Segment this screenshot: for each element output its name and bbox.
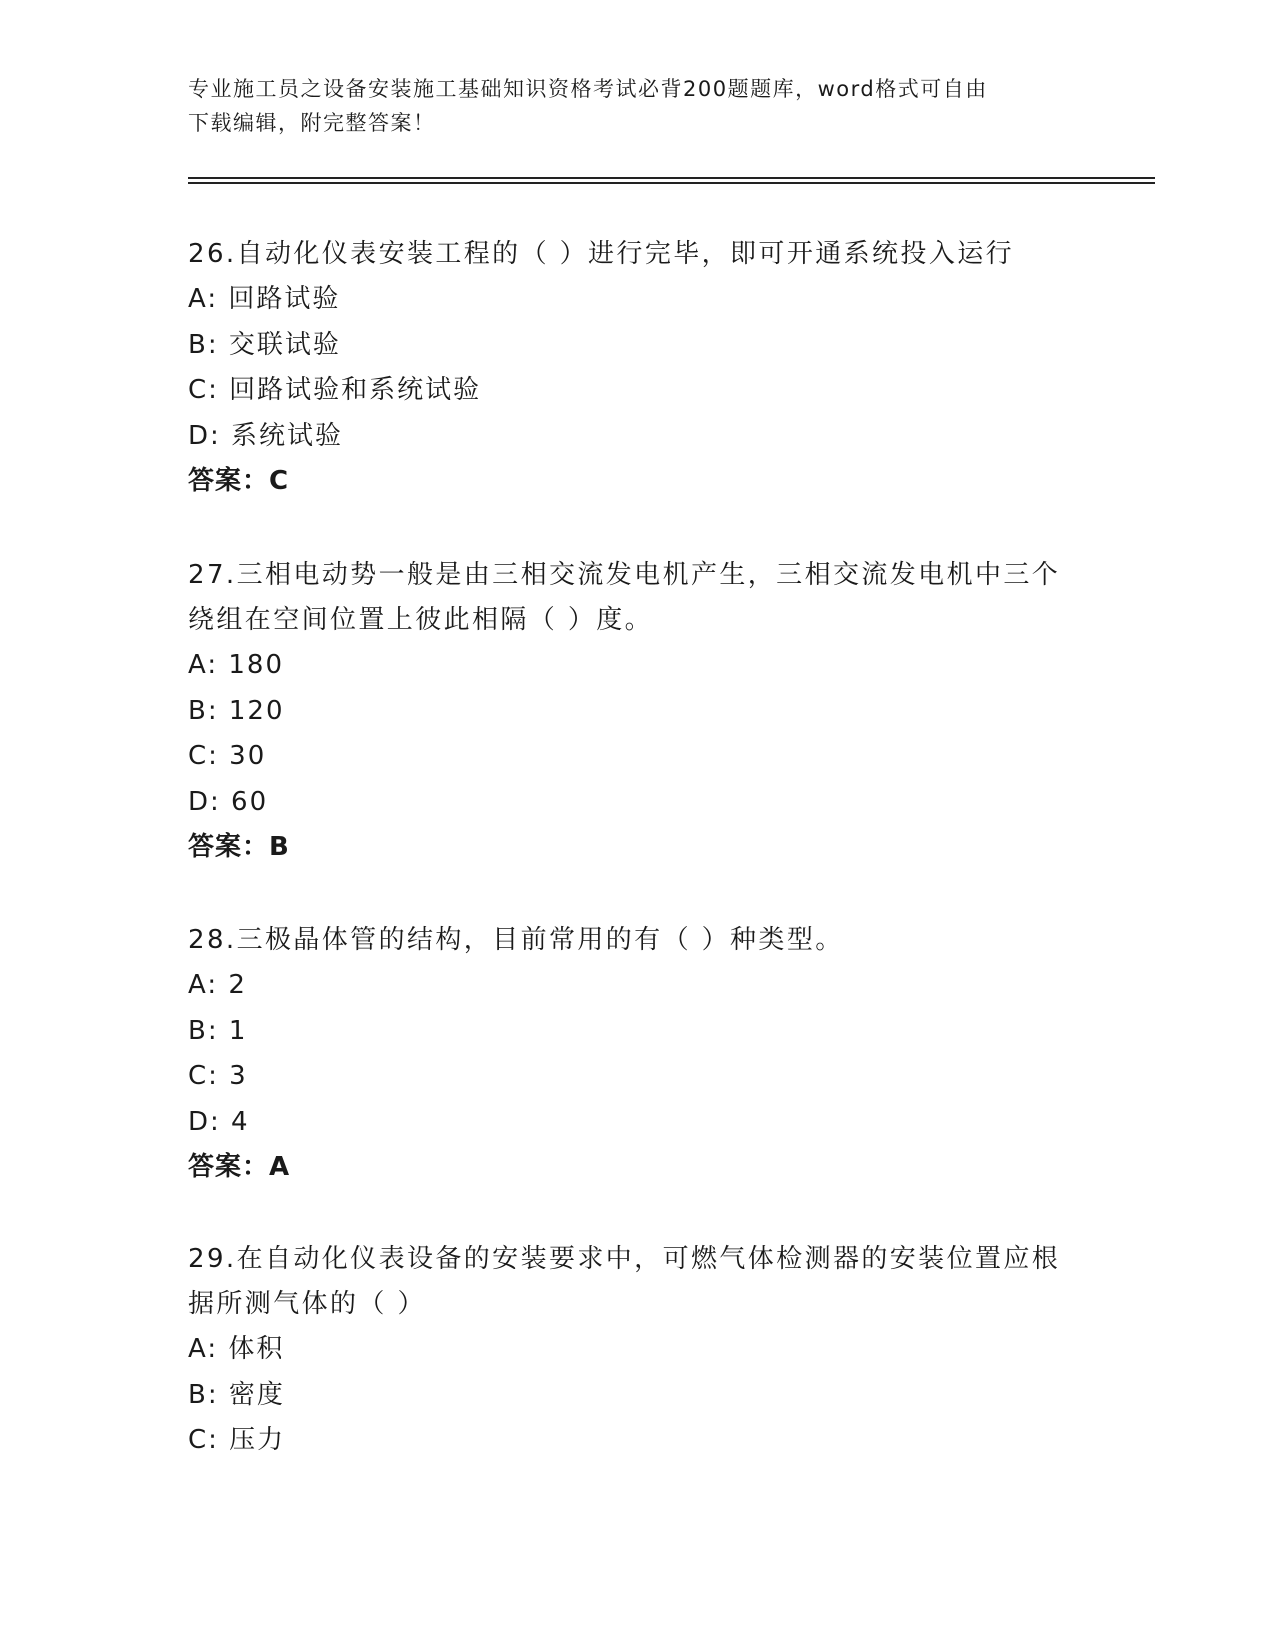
option-c: C: 回路试验和系统试验: [188, 375, 482, 405]
option-a: A: 180: [188, 650, 284, 680]
question-number: 29.: [188, 1244, 237, 1274]
option-b: B: 1: [188, 1015, 248, 1046]
question-number: 26.: [188, 239, 237, 269]
option-a: A: 回路试验: [188, 284, 341, 314]
option-d: D: 60: [188, 786, 269, 817]
question-stem: 三极晶体管的结构，目前常用的有（ ）种类型。: [236, 925, 844, 955]
question-text: [188, 1237, 1088, 1282]
option-a: A: 体积: [188, 1334, 285, 1364]
answer-line: 答案：B: [188, 832, 290, 862]
question-stem-line-1: 三相电动势一般是由三相交流发电机产生，三相交流发电机中三个: [236, 560, 1061, 590]
question-text: [188, 553, 1088, 598]
option-b: B: 密度: [188, 1379, 285, 1410]
question-text: [188, 232, 1088, 277]
header-title-line-2: 下载编辑，附完整答案！: [188, 111, 436, 135]
header-divider-bottom: [188, 182, 1155, 184]
question-text: [188, 918, 1088, 963]
header-divider-top: [188, 177, 1155, 179]
question-28: [188, 918, 1088, 1190]
question-27: [188, 553, 1088, 870]
document-header: [188, 72, 1088, 140]
option-d: D: 4: [188, 1106, 250, 1137]
question-number: 28.: [188, 925, 237, 955]
answer-line: 答案：C: [188, 466, 290, 496]
question-29: [188, 1237, 1088, 1464]
question-stem-line-2: 绕组在空间位置上彼此相隔（ ）度。: [188, 605, 654, 635]
question-number: 27.: [188, 560, 237, 590]
option-a: A: 2: [188, 970, 247, 1000]
option-c: C: 30: [188, 741, 267, 771]
question-stem-line-2: 据所测气体的（ ）: [188, 1289, 426, 1319]
answer-line: 答案：A: [188, 1152, 291, 1182]
option-c: C: 3: [188, 1061, 248, 1091]
question-stem: 自动化仪表安装工程的（ ）进行完毕，即可开通系统投入运行: [236, 239, 1015, 269]
question-26: [188, 232, 1088, 504]
option-b: B: 120: [188, 695, 285, 726]
option-d: D: 系统试验: [188, 420, 344, 451]
header-title-line-1: 专业施工员之设备安装施工基础知识资格考试必背200题题库，word格式可自由: [188, 77, 988, 101]
question-stem-line-1: 在自动化仪表设备的安装要求中，可燃气体检测器的安装位置应根: [236, 1244, 1061, 1274]
option-c: C: 压力: [188, 1425, 286, 1455]
option-b: B: 交联试验: [188, 329, 341, 360]
